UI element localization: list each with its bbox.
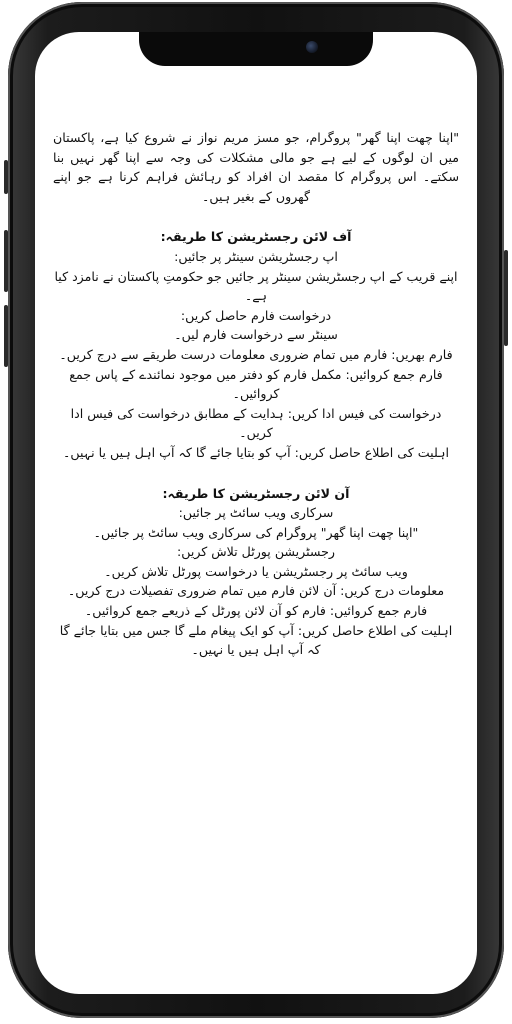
offline-line: سینٹر سے درخواست فارم لیں۔ xyxy=(174,327,338,343)
offline-line: درخواست کی فیس ادا کریں: ہدایت کے مطابق درخواست کی فیس ادا کریں۔ xyxy=(70,405,442,441)
online-line: فارم جمع کروائیں: فارم کو آن لائن پورٹل کے ذریعے جمع کروائیں۔ xyxy=(84,603,428,619)
online-line: رجسٹریشن پورٹل تلاش کریں: xyxy=(177,544,335,560)
online-line: اہلیت کی اطلاع حاصل کریں: آپ کو ایک پیغام ملے گا جس میں بتایا جائے گا کہ آپ اہل ہیں یا نہیں۔ xyxy=(59,622,453,658)
power-button xyxy=(504,250,508,346)
online-line: معلومات درج کریں: آن لائن فارم میں تمام ضروری تفصیلات درج کریں۔ xyxy=(67,583,445,599)
offline-line: اپ رجسٹریشن سینٹر پر جائیں: xyxy=(174,248,338,264)
front-camera-icon xyxy=(306,41,318,53)
offline-line: اپنے قریب کے اپ رجسٹریشن سینٹر پر جائیں جو حکومتِ پاکستان نے نامزد کیا ہے۔ xyxy=(54,268,458,304)
offline-line: فارم بھریں: فارم میں تمام ضروری معلومات درست طریقے سے درج کریں۔ xyxy=(59,346,453,362)
offline-line: اہلیت کی اطلاع حاصل کریں: آپ کو بتایا جائے گا کہ آپ اہل ہیں یا نہیں۔ xyxy=(62,444,450,460)
offline-line: فارم جمع کروائیں: مکمل فارم کو دفتر میں موجود نمائندے کے پاس جمع کروائیں۔ xyxy=(69,366,443,402)
volume-up-button xyxy=(4,230,8,292)
mute-switch xyxy=(4,160,8,194)
section-spacer xyxy=(53,206,459,227)
online-line: سرکاری ویب سائٹ پر جائیں: xyxy=(178,505,334,521)
online-heading: آن لائن رجسٹریشن کا طریقہ: xyxy=(162,485,350,501)
intro-paragraph: "اپنا چھت اپنا گھر" پروگرام، جو مسز مریم نواز نے شروع کیا ہے، پاکستان میں ان لوگوں کے لیے ہے جو مالی مشکلات کی وجہ سے اپنا گھر نہیں بنا سکتے۔ اس پروگرام کا مقصد ان افراد کو رہائش فراہم کرنا ہے جو اپنے گھروں کے بغیر ہیں۔ xyxy=(53,130,459,204)
online-line: "اپنا چھت اپنا گھر" پروگرام کی سرکاری ویب سائٹ پر جائیں۔ xyxy=(93,524,419,540)
phone-notch xyxy=(139,32,373,66)
section-spacer xyxy=(53,463,459,484)
article-body xyxy=(53,128,459,660)
offline-heading: آف لائن رجسٹریشن کا طریقہ: xyxy=(160,229,352,245)
volume-down-button xyxy=(4,305,8,367)
online-line: ویب سائٹ پر رجسٹریشن یا درخواست پورٹل تلاش کریں۔ xyxy=(104,563,408,579)
offline-line: درخواست فارم حاصل کریں: xyxy=(180,307,332,323)
phone-screen xyxy=(35,32,477,994)
